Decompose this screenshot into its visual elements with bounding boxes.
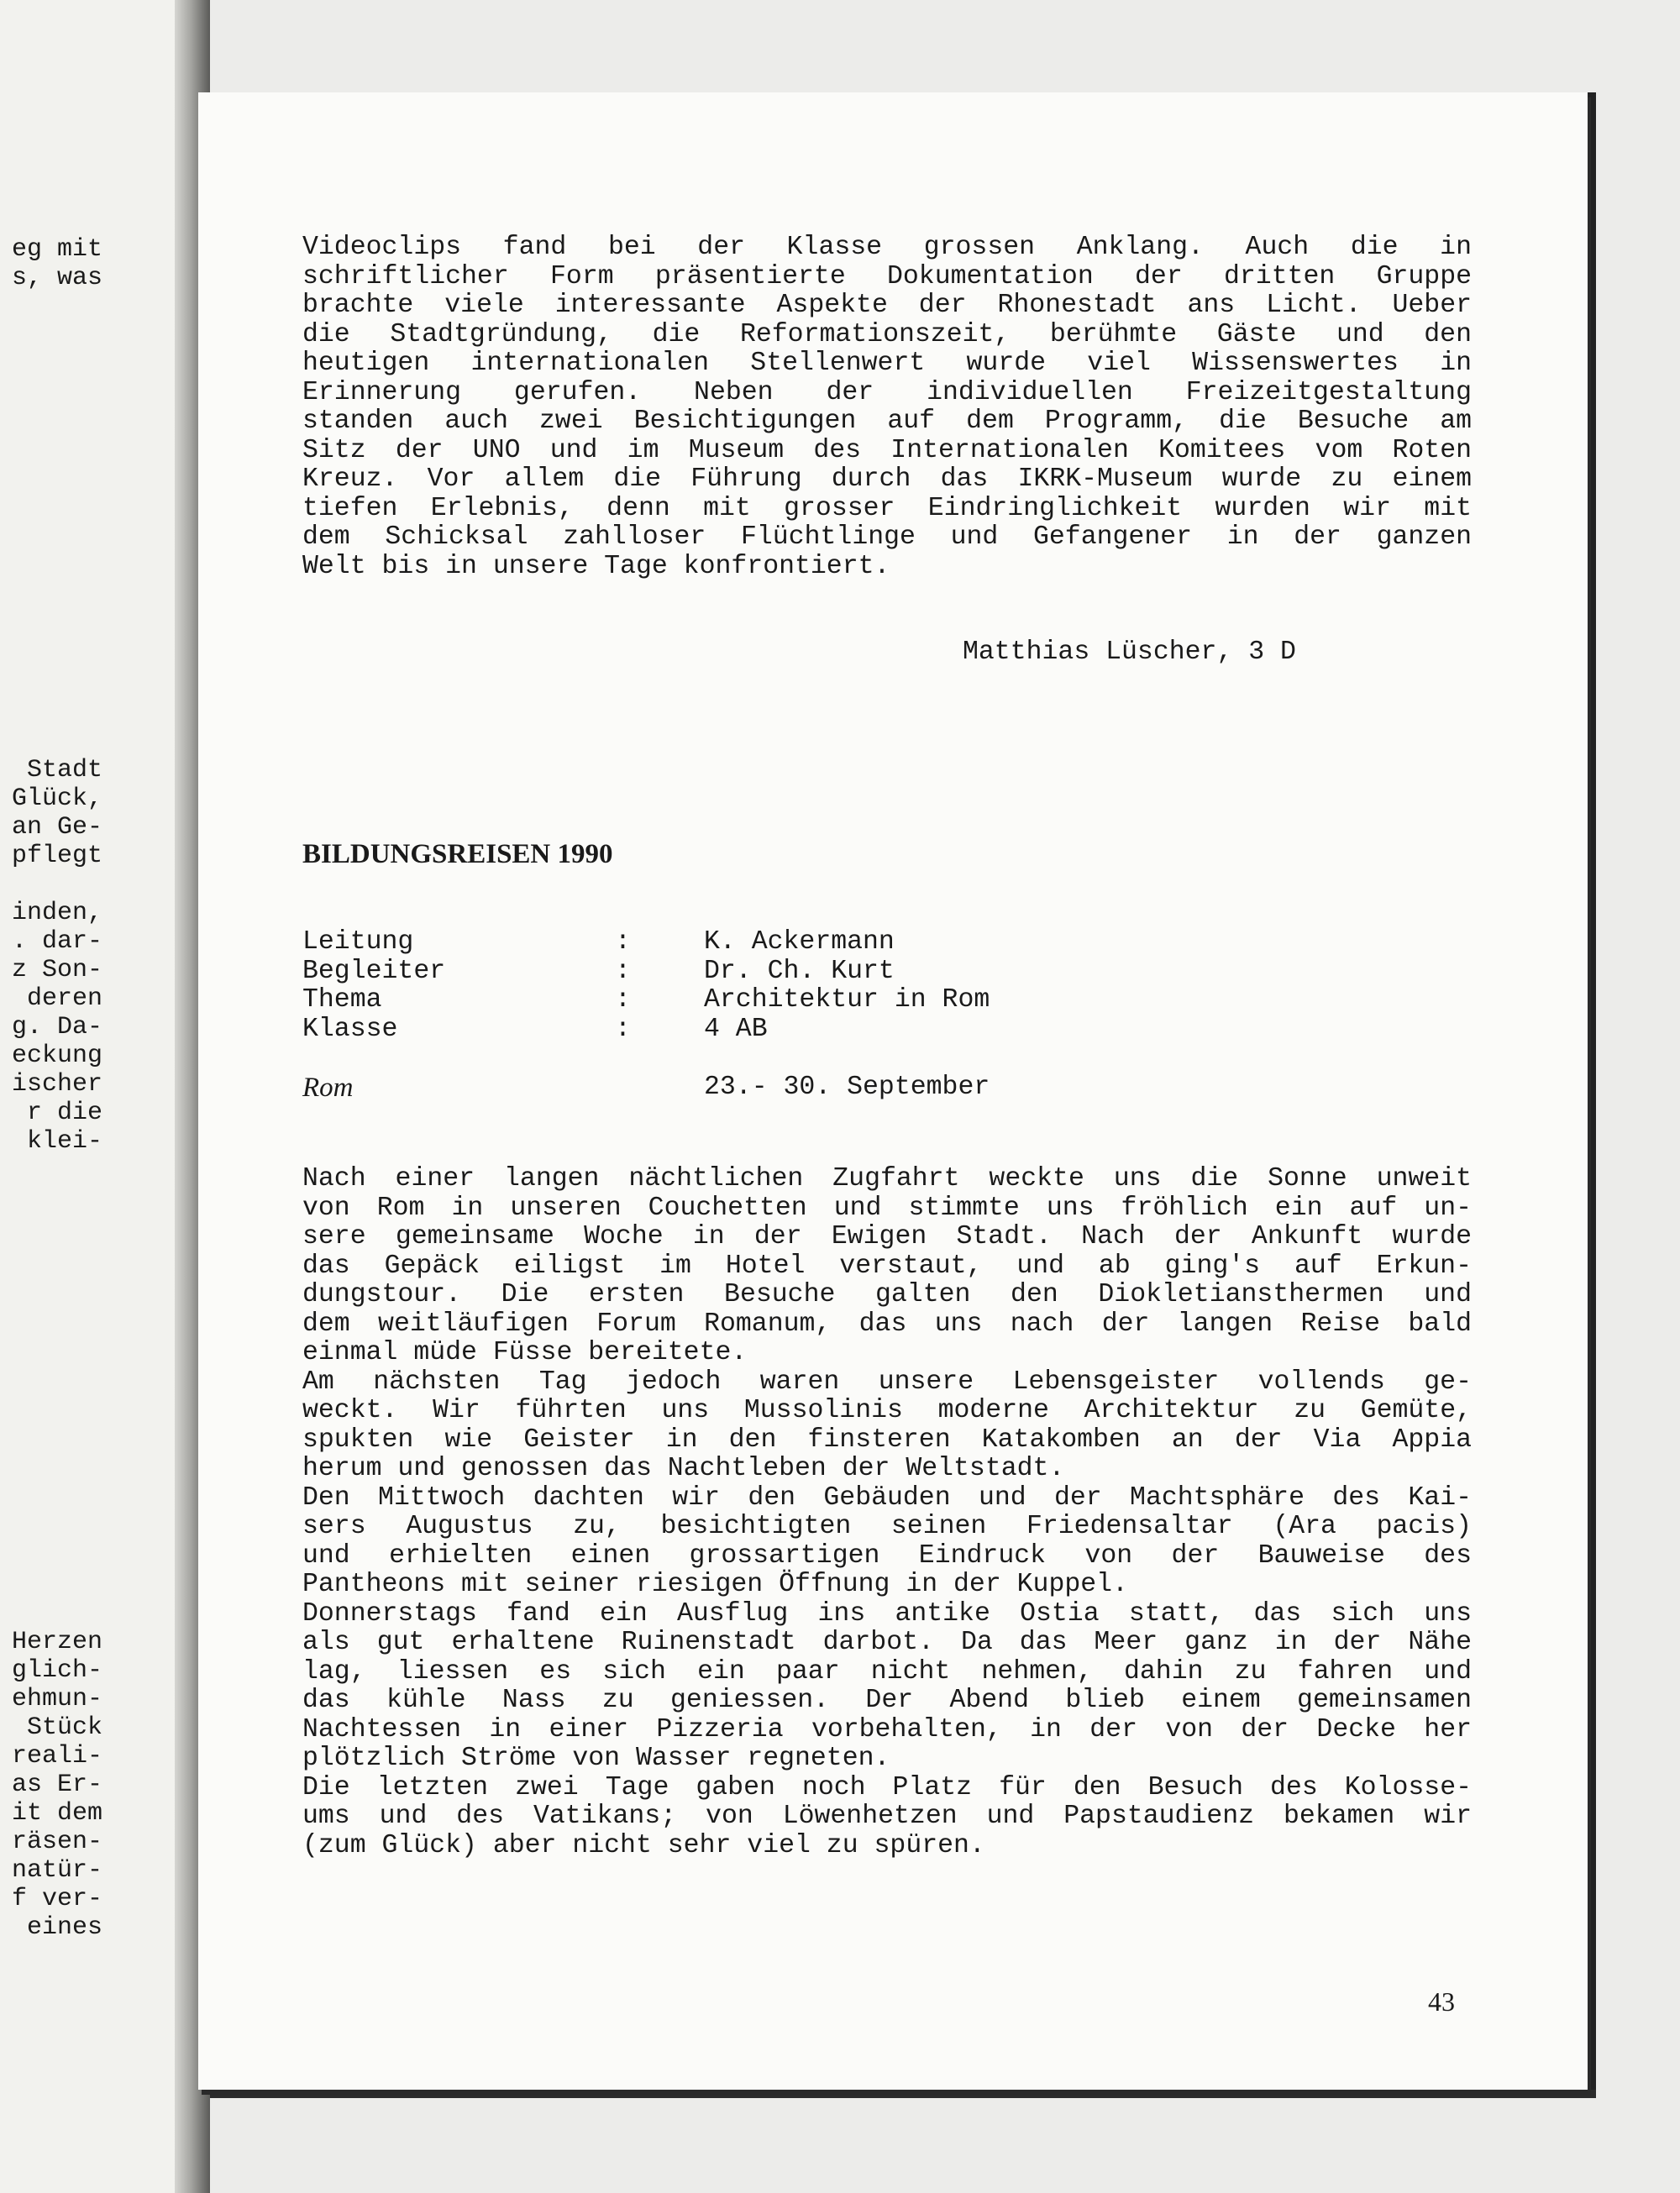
left-page-fragment: as Er- (11, 1771, 102, 1799)
info-value: Dr. Ch. Kurt (704, 956, 895, 986)
intro-line: Kreuz. Vor allem die Führung durch das IKRK-Museum wurde zu einem (302, 464, 1472, 494)
info-label: Klasse (302, 1014, 398, 1044)
left-page-fragment: s, was (11, 264, 102, 292)
trip-place: Rom (302, 1073, 354, 1103)
body-line: von Rom in unseren Couchetten und stimmte uns fröhlich ein auf un- (302, 1193, 1472, 1223)
body-line: spukten wie Geister in den finsteren Katakomben an der Via Appia (302, 1424, 1472, 1455)
page-bottom-shadow (210, 2090, 1596, 2098)
info-label: Leitung (302, 927, 414, 957)
intro-line-last: Welt bis in unsere Tage konfrontiert. (302, 551, 890, 581)
left-page-margin (0, 0, 192, 2193)
body-line: plötzlich Ströme von Wasser regneten. (302, 1744, 890, 1773)
left-page-fragment: r die (26, 1099, 102, 1127)
info-label: Thema (302, 985, 382, 1015)
page-number: 43 (1428, 1986, 1455, 2017)
body-line: einmal müde Füsse bereitete. (302, 1338, 748, 1367)
info-colon: : (615, 985, 631, 1015)
body-line: Die letzten zwei Tage gaben noch Platz für den Besuch des Kolosse- (302, 1772, 1472, 1802)
info-colon: : (615, 927, 631, 957)
left-page-fragment: it dem (11, 1799, 102, 1828)
intro-line: heutigen internationalen Stellenwert wurde viel Wissenswertes in (302, 349, 1472, 378)
left-page-fragment: eckung (11, 1041, 102, 1070)
body-line: ums und des Vatikans; von Löwenhetzen und Papstaudienz bekamen wir (302, 1802, 1472, 1831)
left-page-fragment: pflegt (11, 842, 102, 870)
body-line: dungstour. Die ersten Besuche galten den Diokletiansthermen und (302, 1280, 1472, 1309)
body-line: und erhielten einen grossartigen Eindruck von der Bauweise des (302, 1540, 1472, 1571)
trip-dates: 23.- 30. September (704, 1073, 990, 1102)
left-page-fragment: Herzen (11, 1628, 102, 1656)
body-line: das Gepäck eiligst im Hotel verstaut, und ab ging's auf Erkun- (302, 1251, 1472, 1281)
body-line: herum und genossen das Nachtleben der Weltstadt. (302, 1454, 1065, 1483)
left-page-fragment: an Ge- (11, 813, 102, 842)
body-line: Nachtessen in einer Pizzeria vorbehalten, in der von der Decke her (302, 1714, 1472, 1744)
info-colon: : (615, 1014, 631, 1044)
left-page-fragment: deren (26, 984, 102, 1013)
intro-line: tiefen Erlebnis, denn mit grosser Eindringlichkeit wurden wir mit (302, 493, 1472, 523)
left-page-fragment: g. Da- (11, 1013, 102, 1041)
body-line: lag, liessen es sich ein paar nicht nehmen, dahin zu fahren und (302, 1656, 1472, 1687)
body-line: als gut erhaltene Ruinenstadt darbot. Da das Meer ganz in der Nähe (302, 1628, 1472, 1657)
info-colon: : (615, 956, 631, 986)
left-page-fragment: klei- (26, 1127, 102, 1156)
left-page-fragment: Stück (26, 1713, 102, 1742)
left-page-fragment: Stadt (26, 756, 102, 784)
left-page-fragment: ehmun- (11, 1685, 102, 1713)
body-line: Den Mittwoch dachten wir den Gebäuden und der Machtsphäre des Kai- (302, 1482, 1472, 1513)
body-line: Nach einer langen nächtlichen Zugfahrt weckte uns die Sonne unweit (302, 1164, 1472, 1194)
body-line: sers Augustus zu, besichtigten seinen Friedensaltar (Ara pacis) (302, 1512, 1472, 1541)
section-heading: BILDUNGSREISEN 1990 (302, 839, 613, 869)
body-line: das kühle Nass zu geniessen. Der Abend blieb einem gemeinsamen (302, 1686, 1472, 1715)
info-label: Begleiter (302, 956, 446, 986)
intro-line: die Stadtgründung, die Reformationszeit, berühmte Gäste und den (302, 319, 1472, 349)
info-value: Architektur in Rom (704, 985, 990, 1015)
intro-line: Sitz der UNO und im Museum des Internationalen Komitees vom Roten (302, 435, 1472, 465)
left-page-fragment: ischer (11, 1070, 102, 1099)
body-line: weckt. Wir führten uns Mussolinis moderne Architektur zu Gemüte, (302, 1396, 1472, 1425)
author-signature: Matthias Lüscher, 3 D (963, 637, 1296, 667)
body-line: sere gemeinsame Woche in der Ewigen Stadt. Nach der Ankunft wurde (302, 1222, 1472, 1251)
left-page-fragment: inden, (11, 899, 102, 927)
left-page-fragment: f ver- (11, 1885, 102, 1913)
left-page-fragment: Glück, (11, 784, 102, 813)
intro-line: dem Schicksal zahlloser Flüchtlinge und Gefangener in der ganzen (302, 522, 1472, 552)
left-page-fragment: . dar- (11, 927, 102, 956)
intro-line: brachte viele interessante Aspekte der Rhonestadt ans Licht. Ueber (302, 291, 1472, 320)
left-page-fragment: eines (26, 1913, 102, 1942)
body-line: dem weitläufigen Forum Romanum, das uns nach der langen Reise bald (302, 1309, 1472, 1339)
intro-line: Erinnerung gerufen. Neben der individuellen Freizeitgestaltung (302, 377, 1472, 407)
body-line: Donnerstags fand ein Ausflug ins antike Ostia statt, das sich uns (302, 1598, 1472, 1629)
body-line: Am nächsten Tag jedoch waren unsere Lebensgeister vollends ge- (302, 1367, 1472, 1397)
info-value: 4 AB (704, 1014, 768, 1044)
left-page-fragment: glich- (11, 1656, 102, 1685)
page-edge-shadow (1588, 92, 1596, 2095)
intro-line: standen auch zwei Besichtigungen auf dem Programm, die Besuche am (302, 407, 1472, 436)
intro-line: schriftlicher Form präsentierte Dokumentation der dritten Gruppe (302, 261, 1472, 291)
info-value: K. Ackermann (704, 927, 895, 957)
body-line: Pantheons mit seiner riesigen Öffnung in der Kuppel. (302, 1570, 1128, 1599)
left-page-fragment: reali- (11, 1742, 102, 1771)
left-page-fragment: natür- (11, 1856, 102, 1885)
intro-line: Videoclips fand bei der Klasse grossen Anklang. Auch die in (302, 233, 1472, 262)
left-page-fragment: eg mit (11, 235, 102, 264)
body-line: (zum Glück) aber nicht sehr viel zu spüren. (302, 1830, 985, 1860)
left-page-fragment: räsen- (11, 1828, 102, 1856)
left-page-fragment: z Son- (11, 956, 102, 984)
